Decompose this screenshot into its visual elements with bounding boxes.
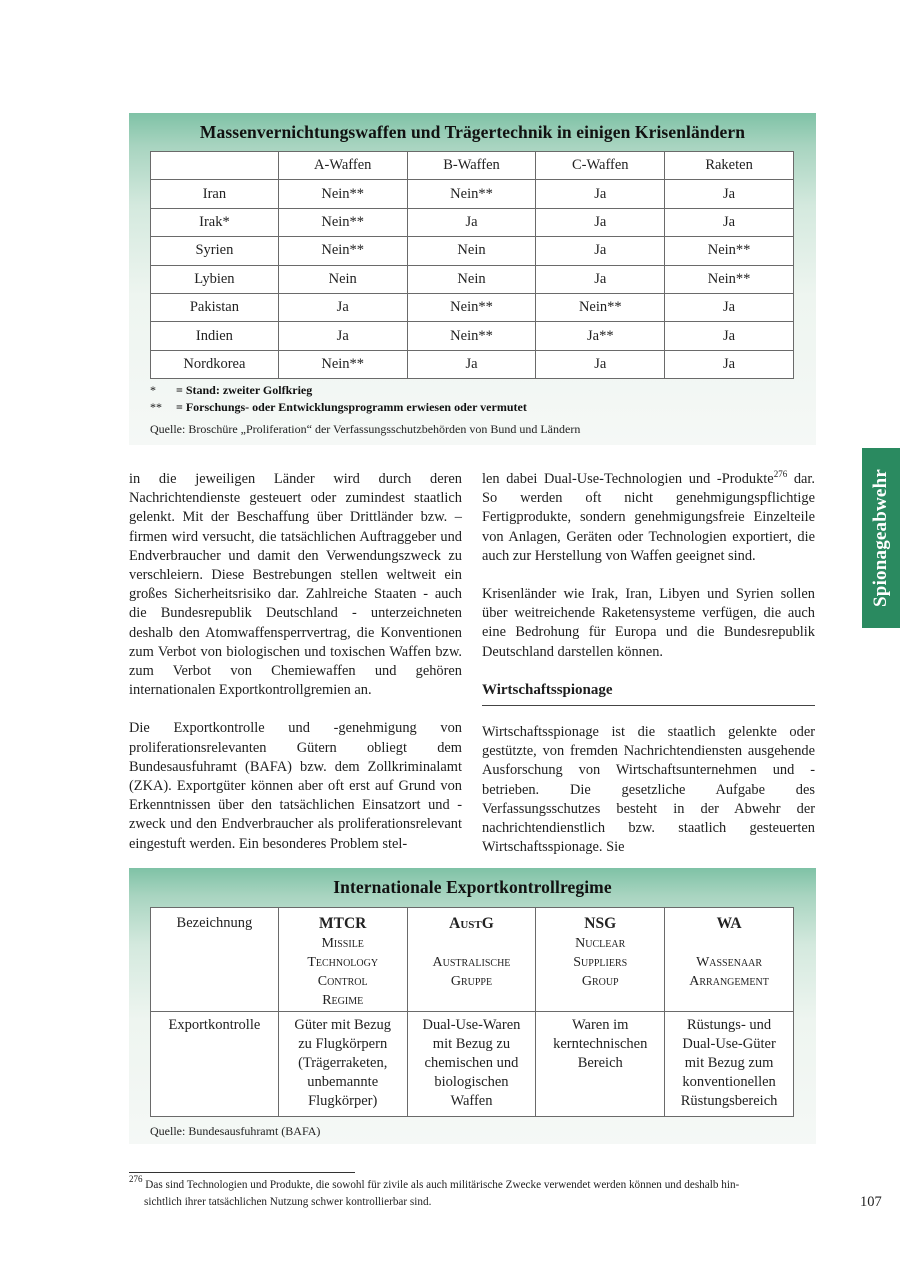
table-cell: Nein** [407,322,536,350]
wmd-table-title: Massenvernichtungswaffen und Trägertechnik in einigen Krisenländern [199,122,746,142]
row-header-cell: Indien [151,322,279,350]
footnote: $^{276}$ Das sind Technologien und Produkte, die sowohl für zivile als auch militärische Zwecke verwendet werden können und deshalb hin- sichtlich ihrer tatsächlichen Nutzung schwer kontrollierbar sind. [129,1174,740,1208]
table-cell: Ja [665,322,794,350]
wmd-table-box [129,113,816,445]
export-regime-source: Quelle: Bundesausfuhramt (BAFA) [150,1124,321,1138]
section-subheading: Wirtschaftsspionage [482,681,815,706]
row-label: Exportkontrolle [151,1012,279,1117]
table-cell: Ja [665,180,794,208]
table-cell: Nein** [536,293,665,321]
regime-cell: AustG Australische Gruppe [407,908,536,1012]
export-cell: Rüstungs- und Dual-Use-Güter mit Bezug zum konventionellen Rüstungsbereich [665,1012,794,1117]
table-cell: Ja [407,208,536,236]
table-cell: Ja [665,350,794,378]
table-row [151,1012,794,1117]
table-cell: Raketen [665,152,794,180]
table-cell: Nein** [407,293,536,321]
export-cell: Dual-Use-Waren mit Bezug zu chemischen und biologischen Waffen [407,1012,536,1117]
row-header-cell: Irak* [151,208,279,236]
table-row [151,908,794,1012]
table-cell: Ja [407,350,536,378]
table-cell: Ja [536,208,665,236]
table-row [151,180,794,208]
export-cell: Waren im kerntechnischen Bereich [536,1012,665,1117]
body-left-column [129,470,462,873]
table-cell: Nein** [278,180,407,208]
table-cell: Nein [407,237,536,265]
body-paragraph: len dabei Dual-Use-Technologien und -Produkte$^{276}$ dar. So werden oft nicht genehmigungspflichtige Fertigprodukte, sondern genehmigungsfreie Einzelteile von Anlagen, Geräten oder Technologien exportiert, die auch zur Herstellung von Waffen geeignet sind. [482,469,816,564]
table-row [151,293,794,321]
row-header-cell [151,152,279,180]
footnote-ref[interactable]: 276 [773,469,788,479]
regime-cell: NSG Nuclear Suppliers Group [536,908,665,1012]
table-cell: Ja [536,237,665,265]
table-cell: Nein** [278,208,407,236]
legend-line-2: ** = Forschungs- oder Entwicklungsprogramm erwiesen oder vermutet [150,400,527,414]
table-cell: C-Waffen [536,152,665,180]
row-header-cell: Lybien [151,265,279,293]
body-paragraph: Krisenländer wie Irak, Iran, Libyen und Syrien sollen über weitreichende Raketensysteme verfügen, die auch eine Bedrohung für Europa und die Bundesrepublik Deutschland darstellen können. [482,586,815,660]
row-header-cell: Syrien [151,237,279,265]
table-row [151,152,794,180]
row-label: Bezeichnung [151,908,279,1012]
table-cell: Ja [665,293,794,321]
export-regime-title: Internationale Exportkontrollregime [333,877,612,897]
row-header-cell: Nordkorea [151,350,279,378]
table-cell: Nein** [665,265,794,293]
footnote-rule [129,1172,355,1173]
table-cell: Ja** [536,322,665,350]
table-cell: A-Waffen [278,152,407,180]
legend-line-1: * = Stand: zweiter Golfkrieg [150,383,313,397]
table-cell: Nein [278,265,407,293]
body-paragraph: Die Exportkontrolle und -genehmigung von proliferationsrelevanten Gütern obliegt dem Bundesausfuhramt (BAFA) bzw. dem Zollkriminalamt (ZKA). Exportgüter können aber oft erst auf Grund von Erkenntnissen über den tatsächlichen Einsatzort und -zweck und den Endverbraucher als proliferationsrelevant eingestuft werden. Ein besonderes Problem stel- [129,720,462,852]
body-paragraph: in die jeweiligen Länder wird durch deren Nachrichtendienste gesteuert oder zumindest staatlich gelenkt. Mit der Beschaffung über Drittländer bzw. –firmen wird versucht, die tatsächlichen Auftraggeber und Endverbraucher und damit den Verwendungszweck zu verschleiern. Diese Bestrebungen stellen weltweit ein großes Sicherheitsrisiko dar. Zahlreiche Staaten - auch die Bundesrepublik Deutschland - unterzeichneten deshalb den Atomwaffensperrvertrag, die Konventionen zum Verbot von biologischen und toxischen Waffen bzw. zum Verbot von Chemiewaffen und gehören internationalen Exportkontrollgremien an. [129,471,462,699]
table-cell: Nein** [665,237,794,265]
regime-cell: WA Wassenaar Arrangement [665,908,794,1012]
section-side-tab [862,448,900,628]
table-row [151,265,794,293]
table-cell: Nein** [278,350,407,378]
table-row [151,237,794,265]
table-cell: Nein** [278,237,407,265]
wmd-table [150,151,794,379]
export-regime-box [129,868,816,1144]
row-header-cell: Iran [151,180,279,208]
table-cell: Ja [536,180,665,208]
row-header-cell: Pakistan [151,293,279,321]
export-cell: Güter mit Bezug zu Flugkörpern (Trägerraketen, unbemannte Flugkörper) [278,1012,407,1117]
table-cell: Ja [278,293,407,321]
table-row [151,350,794,378]
table-cell: Ja [278,322,407,350]
body-right-column [482,470,815,876]
page-number: 107 [860,1194,882,1210]
section-side-tab-label: Spionageabwehr [870,469,891,607]
table-row [151,208,794,236]
table-cell: B-Waffen [407,152,536,180]
regime-cell: MTCR Missile Technology Control Regime [278,908,407,1012]
table-cell: Nein [407,265,536,293]
table-cell: Nein** [407,180,536,208]
body-paragraph: Wirtschaftsspionage ist die staatlich gelenkte oder gestützte, von fremden Nachrichtendiensten ausgehende Ausforschung von Wirtschaftsunternehmen und -betrieben. Die gesetzliche Aufgabe des Verfassungsschutzes besteht in der Abwehr der nachrichtendienstlich bzw. staatlich gesteuerten Wirtschaftsspionage. Sie [482,724,815,856]
table-cell: Ja [665,208,794,236]
table-row [151,322,794,350]
export-regime-table [150,907,794,1117]
table-cell: Ja [536,265,665,293]
wmd-table-source: Quelle: Broschüre „Proliferation“ der Verfassungsschutzbehörden von Bund und Ländern [150,422,581,436]
table-cell: Ja [536,350,665,378]
